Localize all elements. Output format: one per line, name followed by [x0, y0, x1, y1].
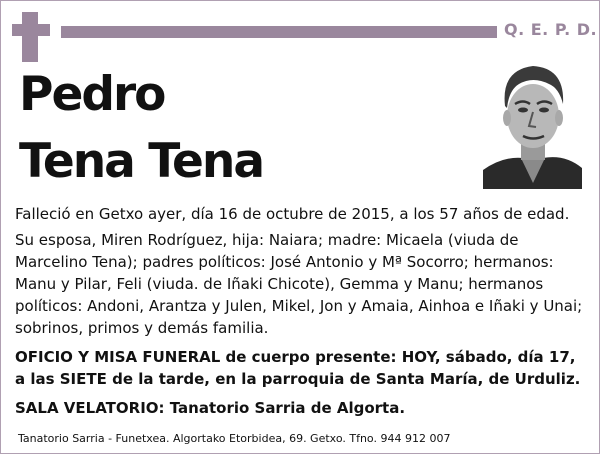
qepd-label: Q. E. P. D.	[504, 20, 598, 39]
funeral-home-footer: Tanatorio Sarria - Funetxea. Algortako Etorbidea, 69. Getxo. Tfno. 944 912 007	[18, 432, 451, 445]
wake-paragraph: SALA VELATORIO: Tanatorio Sarria de Algorta.	[15, 399, 406, 417]
death-line: Falleció en Getxo ayer, día 16 de octubre de 2015, a los 57 años de edad.	[15, 205, 570, 223]
deceased-first-name: Pedro	[19, 67, 165, 122]
deceased-surnames: Tena Tena	[19, 134, 264, 189]
cross-icon	[22, 12, 38, 62]
family-paragraph: Su esposa, Miren Rodríguez, hija: Naiara; madre: Micaela (viuda de Marcelino Tena); padres políticos: José Antonio y Mª Socorro; hermanos: Manu y Pilar, Feli (viuda. de Iñaki Chicote), Gemma y Manu; hermanos políticos: Andoni, Arantza y Julen, Mikel, Jon y Amaia, Ainhoa e Iñaki y Unai; sobrinos, primos y demás familia.	[15, 231, 583, 337]
portrait-photo	[483, 58, 582, 189]
cross-icon-bar	[12, 24, 50, 36]
funeral-paragraph: OFICIO Y MISA FUNERAL de cuerpo presente: HOY, sábado, día 17, a las SIETE de la tarde, en la parroquia de Santa María, de Urduliz.	[15, 348, 581, 388]
header-rule	[61, 26, 497, 38]
